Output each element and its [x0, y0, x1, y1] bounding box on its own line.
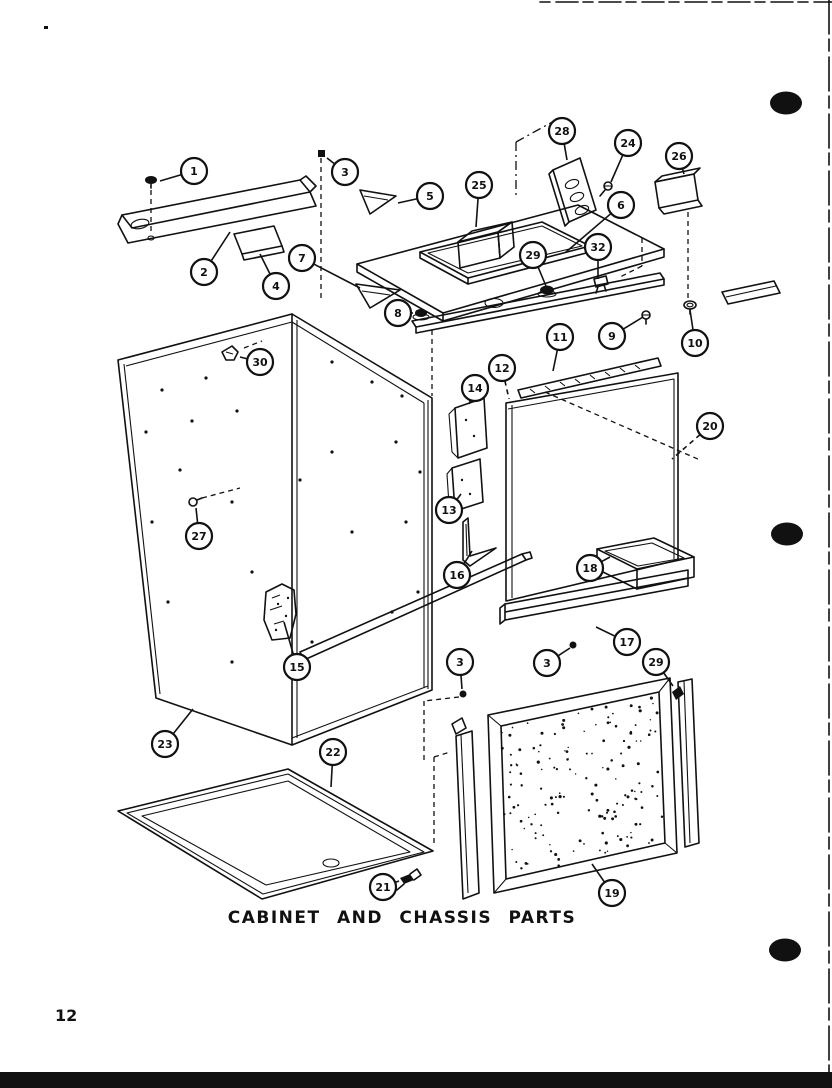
- callout-3: [447, 649, 473, 689]
- page-bottom-ink-band: [0, 1072, 832, 1088]
- callout-leader: [327, 158, 335, 164]
- callout-number: 27: [191, 530, 207, 543]
- callout-1: [160, 158, 207, 184]
- callout-4: [260, 254, 289, 299]
- callout-leader: [538, 267, 546, 286]
- callout-number: 14: [467, 382, 483, 395]
- callout-leader: [476, 198, 478, 227]
- callout-leader: [564, 144, 567, 160]
- callout-12: [489, 355, 515, 399]
- screw-part-24: [600, 182, 612, 196]
- construction-dashes-top: [432, 120, 688, 396]
- callout-23: [152, 709, 193, 757]
- callout-leader: [331, 765, 332, 787]
- callout-number: 18: [582, 562, 598, 575]
- callout-number: 5: [426, 190, 434, 203]
- binding-dot: [769, 939, 801, 962]
- callout-number: 26: [671, 150, 687, 163]
- clip-part-21: [397, 869, 421, 890]
- callout-25: [466, 172, 492, 227]
- callout-number: 2: [200, 266, 208, 279]
- callout-22: [320, 739, 346, 787]
- top-rail-part: [118, 176, 316, 243]
- callout-leader: [690, 310, 693, 330]
- callout-number: 9: [608, 330, 616, 343]
- callout-leader: [601, 557, 610, 562]
- callout-17: [596, 627, 640, 655]
- callout-number: 19: [604, 887, 620, 900]
- callout-leader: [260, 254, 270, 274]
- callout-leader: [558, 648, 570, 656]
- trim-strip-part-11: [518, 358, 661, 398]
- panel-part-14: [449, 398, 487, 458]
- callout-number: 3: [341, 166, 349, 179]
- callout-leader: [398, 199, 417, 203]
- box-part-26: [655, 168, 702, 214]
- callout-28: [549, 118, 575, 160]
- callout-5: [398, 183, 443, 209]
- grille-part-28: [549, 158, 596, 226]
- callout-leader: [196, 508, 198, 523]
- callout-number: 17: [619, 636, 635, 649]
- callout-leader: [464, 551, 472, 564]
- callout-leader: [611, 155, 623, 182]
- callout-27: [186, 508, 212, 549]
- callout-number: 7: [298, 252, 306, 265]
- callout-number: 23: [157, 738, 173, 751]
- callout-number: 29: [525, 249, 541, 262]
- callout-number: 21: [375, 881, 391, 894]
- callout-leader: [623, 317, 643, 329]
- callout-number: 20: [702, 420, 718, 433]
- callout-leader: [505, 381, 509, 399]
- callout-number: 12: [494, 362, 510, 375]
- rivet-dots: [144, 360, 421, 663]
- callout-11: [547, 324, 573, 371]
- callout-9: [599, 317, 643, 349]
- filter-side-channel-left: [434, 718, 479, 899]
- callout-20: [672, 413, 723, 459]
- callout-24: [611, 130, 641, 182]
- callout-7: [289, 245, 360, 288]
- callout-number: 32: [590, 241, 606, 254]
- callout-3: [534, 648, 570, 676]
- bracket-part-5: [360, 190, 396, 214]
- callout-number: 8: [394, 307, 402, 320]
- callout-number: 15: [289, 661, 305, 674]
- callout-19: [592, 864, 625, 906]
- small-plate-part-4: [234, 226, 284, 260]
- callout-32: [585, 234, 611, 279]
- callout-16: [444, 551, 472, 588]
- figure-caption: CABINET AND CHASSIS PARTS: [227, 908, 577, 928]
- callout-29: [520, 242, 546, 286]
- callout-leader: [211, 232, 230, 261]
- tray-part-18: [597, 538, 694, 589]
- screw-part-3-top: [318, 150, 325, 298]
- callout-leader: [173, 709, 193, 734]
- callout-leader: [160, 175, 182, 181]
- callout-number: 1: [190, 165, 198, 178]
- callout-number: 16: [449, 569, 465, 582]
- callout-number: 10: [687, 337, 703, 350]
- callout-number: 24: [620, 137, 636, 150]
- callout-number: 6: [617, 199, 625, 212]
- callout-number: 3: [456, 656, 464, 669]
- binding-dot: [771, 523, 803, 546]
- callout-3: [327, 158, 358, 185]
- callout-2: [191, 232, 230, 285]
- callout-number: 13: [441, 504, 457, 517]
- filter-part-19: [488, 678, 677, 893]
- binding-dot: [770, 92, 802, 115]
- callout-26: [666, 143, 692, 174]
- callout-10: [682, 310, 708, 356]
- callout-21: [370, 874, 399, 900]
- callout-number: 29: [648, 656, 664, 669]
- callout-number: 3: [543, 657, 551, 670]
- callout-number: 4: [272, 280, 280, 293]
- callout-leader: [240, 357, 247, 359]
- callout-leader: [592, 864, 605, 882]
- callout-number: 28: [554, 125, 570, 138]
- callout-number: 30: [252, 356, 268, 369]
- callout-leader: [461, 675, 462, 689]
- callout-number: 22: [325, 746, 341, 759]
- callout-30: [240, 349, 273, 375]
- callout-leader: [553, 350, 557, 371]
- callout-leader: [672, 435, 700, 459]
- callout-13: [436, 494, 462, 523]
- page-number: 12: [55, 1006, 78, 1025]
- callout-number: 25: [471, 179, 487, 192]
- callout-number: 11: [552, 331, 568, 344]
- callout-leader: [596, 627, 615, 636]
- callout-8: [385, 300, 413, 326]
